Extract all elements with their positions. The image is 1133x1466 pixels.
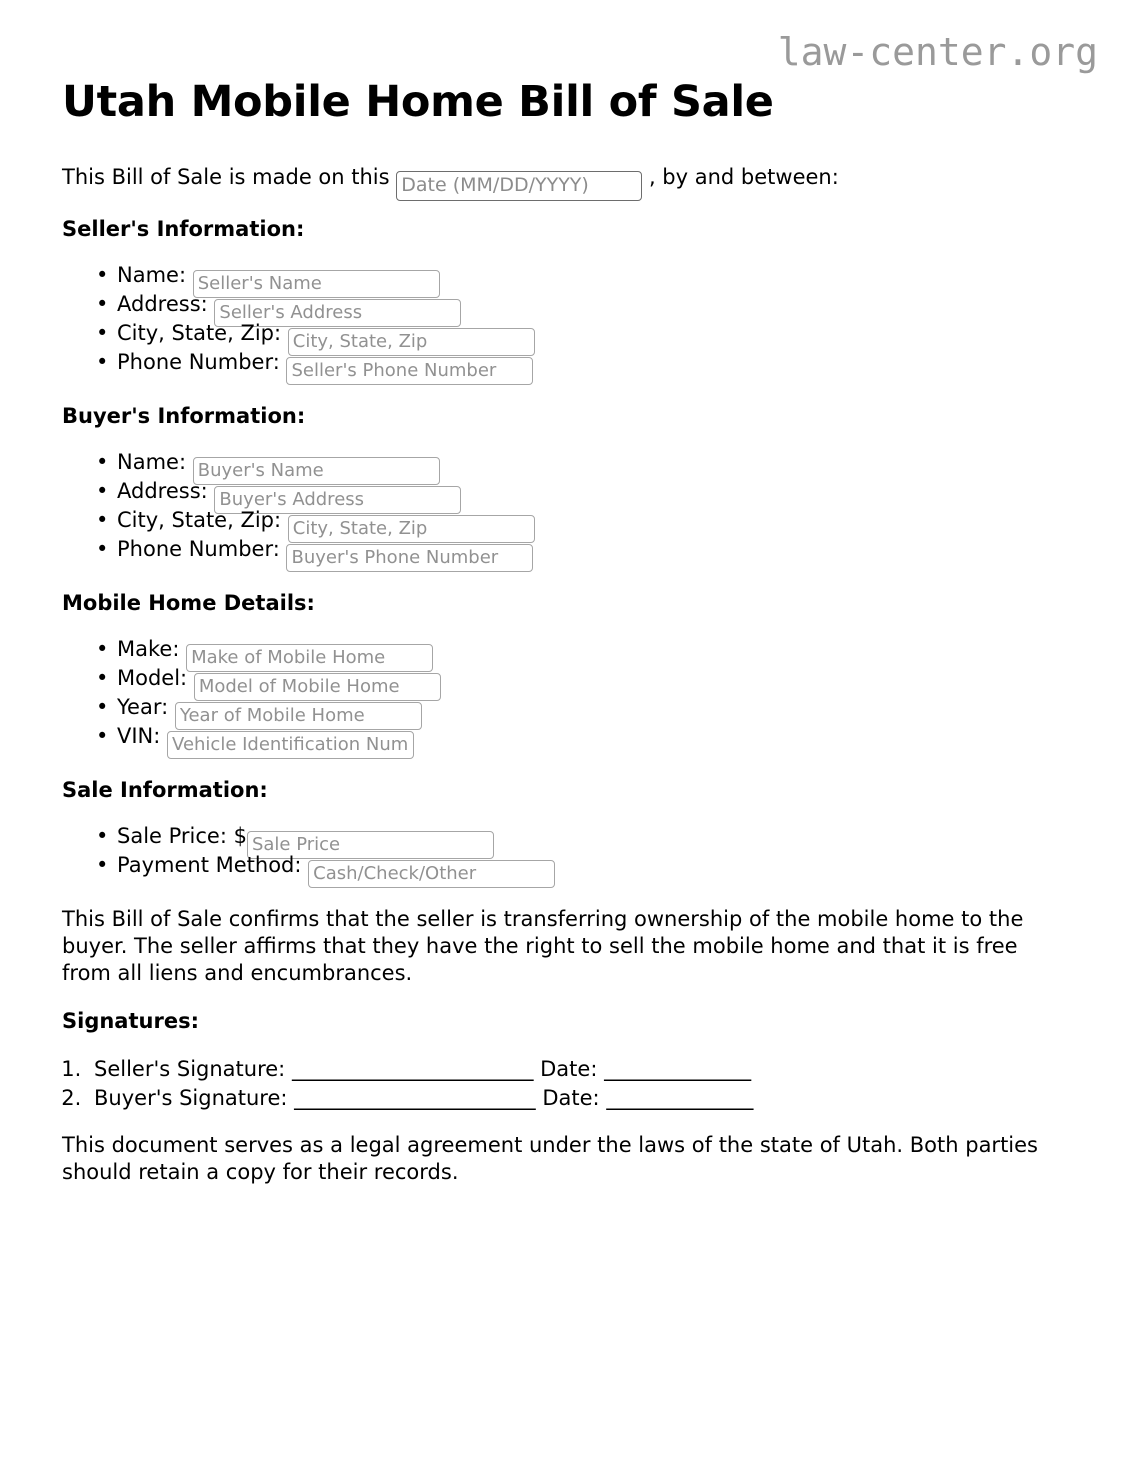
make-row (62, 635, 441, 664)
buyer-name-row (62, 448, 535, 477)
buyer-address-label: Address: (117, 479, 208, 503)
payment-method-label: Payment Method: (117, 853, 302, 877)
seller-phone-input[interactable] (286, 357, 533, 385)
buyer-signature-line[interactable]: _______________________ (294, 1086, 536, 1110)
seller-phone-row (62, 348, 535, 377)
payment-method-row (62, 851, 555, 880)
closing-paragraph: This document serves as a legal agreement under the laws of the state of Utah. Both parties should retain a copy for their records. (62, 1133, 1038, 1184)
sale-price-label: Sale Price: $ (117, 824, 247, 848)
buyer-name-label: Name: (117, 450, 187, 474)
sale-section-heading: Sale Information: (62, 778, 268, 802)
buyer-signature-row (88, 1084, 753, 1113)
seller-section-heading: Seller's Information: (62, 217, 305, 241)
make-label: Make: (117, 637, 180, 661)
vin-row (62, 722, 441, 751)
mobile-home-field-list (62, 635, 441, 751)
buyer-phone-input[interactable] (286, 544, 533, 572)
seller-signature-label: Seller's Signature: (94, 1057, 286, 1081)
buyer-citystatezip-label: City, State, Zip: (117, 508, 282, 532)
sale-field-list (62, 822, 555, 880)
model-row (62, 664, 441, 693)
sale-price-row (62, 822, 555, 851)
seller-name-row (62, 261, 535, 290)
seller-signature-row (88, 1055, 753, 1084)
buyer-phone-label: Phone Number: (117, 537, 280, 561)
seller-field-list (62, 261, 535, 377)
seller-phone-label: Phone Number: (117, 350, 280, 374)
seller-date-line[interactable]: ______________ (604, 1057, 752, 1081)
intro-line (62, 163, 839, 201)
buyer-section-heading: Buyer's Information: (62, 404, 306, 428)
intro-text-before: This Bill of Sale is made on this (62, 165, 390, 189)
vin-label: VIN: (117, 724, 161, 748)
mobile-home-section-heading: Mobile Home Details: (62, 591, 315, 615)
seller-address-row (62, 290, 535, 319)
seller-signature-line[interactable]: _______________________ (291, 1057, 534, 1081)
signatures-section-heading: Signatures: (62, 1009, 199, 1033)
buyer-field-list (62, 448, 535, 564)
year-label: Year: (117, 695, 169, 719)
confirmation-paragraph: This Bill of Sale confirms that the seller is transferring ownership of the mobile home to the buyer. The seller affirms that they have the right to sell the mobile home and that it is free from all liens and encumbrances. (62, 907, 1024, 985)
seller-citystatezip-label: City, State, Zip: (117, 321, 282, 345)
intro-text-after: , by and between: (648, 165, 839, 189)
vin-input[interactable] (167, 731, 414, 759)
page-title: Utah Mobile Home Bill of Sale (62, 77, 774, 127)
site-watermark: law-center.org (777, 30, 1098, 74)
buyer-phone-row (62, 535, 535, 564)
year-row (62, 693, 441, 722)
buyer-date-label: Date: (542, 1086, 600, 1110)
model-label: Model: (117, 666, 188, 690)
buyer-citystatezip-row (62, 506, 535, 535)
buyer-address-row (62, 477, 535, 506)
signature-list (62, 1055, 753, 1113)
seller-citystatezip-row (62, 319, 535, 348)
payment-method-input[interactable] (308, 860, 555, 888)
seller-name-label: Name: (117, 263, 187, 287)
buyer-signature-label: Buyer's Signature: (94, 1086, 288, 1110)
seller-date-label: Date: (540, 1057, 598, 1081)
buyer-date-line[interactable]: ______________ (606, 1086, 754, 1110)
seller-address-label: Address: (117, 292, 208, 316)
date-input[interactable] (396, 171, 642, 201)
